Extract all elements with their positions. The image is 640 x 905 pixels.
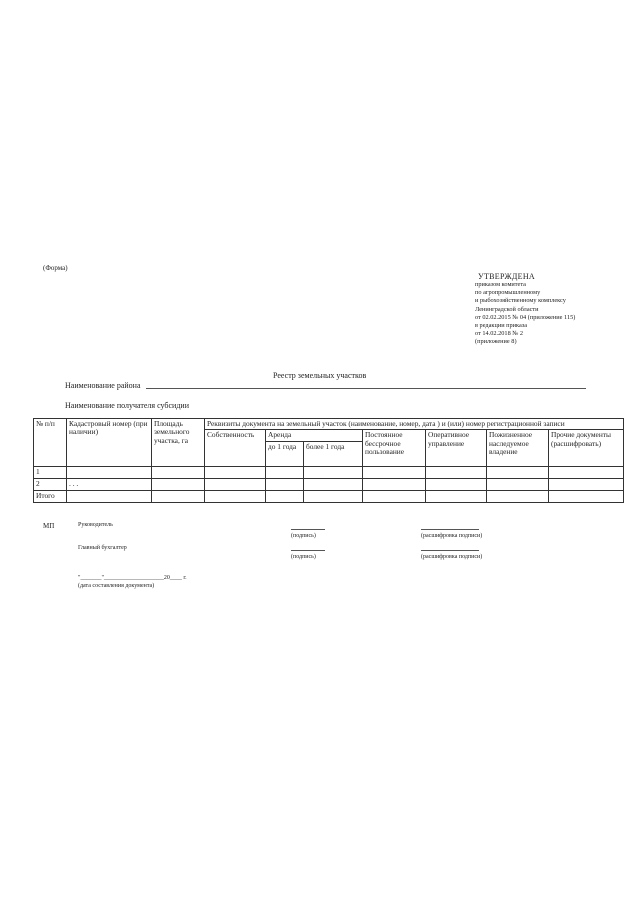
header-other: Прочие документы (расшифровать) <box>549 430 624 466</box>
accountant-signature-line <box>291 550 325 551</box>
approval-line: в редакции приказа <box>475 322 528 330</box>
stamp-label: МП <box>43 522 55 530</box>
accountant-decode-line <box>421 550 479 551</box>
head-signature-caption: (подпись) <box>291 533 316 539</box>
head-signature-line <box>291 529 325 530</box>
header-area: Площадь земельного участка, га <box>152 419 205 467</box>
header-lease-short: до 1 года <box>266 441 304 466</box>
header-permanent-use: Постоянное бессрочное пользование <box>363 430 426 466</box>
approval-line: и рыбохозяйственному комплексу <box>475 297 566 305</box>
head-decode-line <box>421 529 479 530</box>
row-num: 1 <box>34 466 67 478</box>
header-requisites: Реквизиты документа на земельный участок (наименование, номер, дата ) и (или) номер регистрационной записи <box>205 419 624 430</box>
row-cadastral <box>67 490 152 502</box>
district-label: Наименование района <box>65 381 141 390</box>
header-operational: Оперативное управление <box>426 430 487 466</box>
approval-line: приказом комитета <box>475 281 526 288</box>
approval-block <box>475 272 575 347</box>
table-row <box>34 490 624 502</box>
land-register-table <box>33 418 624 503</box>
recipient-label: Наименование получателя субсидии <box>65 401 189 410</box>
approval-line: по агропромышленному <box>475 289 541 297</box>
header-lease: Аренда <box>266 430 363 441</box>
table-row <box>34 478 624 490</box>
row-cadastral: . . . <box>67 478 152 490</box>
date-line: "_______"____________________20____ г. <box>78 575 187 581</box>
approval-line: Ленинградской области <box>475 305 539 313</box>
form-label: (Форма) <box>43 264 68 272</box>
district-fill-line <box>146 388 586 389</box>
table-row <box>34 466 624 478</box>
date-caption: (дата составления документа) <box>78 583 155 589</box>
header-lease-long: более 1 года <box>304 441 363 466</box>
row-cadastral <box>67 466 152 478</box>
accountant-decode-caption: (расшифровка подписи) <box>421 554 483 560</box>
accountant-label: Главный бухгалтер <box>78 545 127 551</box>
header-lifetime: Пожизненное наследуемое владение <box>487 430 549 466</box>
header-ownership: Собственность <box>205 430 266 466</box>
head-label: Руководитель <box>78 522 113 528</box>
approval-heading: УТВЕРЖДЕНА <box>478 272 536 281</box>
approval-line: от 14.02.2018 № 2 <box>475 330 524 338</box>
row-total-label: Итого <box>34 490 67 502</box>
head-decode-caption: (расшифровка подписи) <box>421 533 483 539</box>
row-num: 2 <box>34 478 67 490</box>
document-title: Реестр земельных участков <box>273 371 367 380</box>
approval-line: (приложение 8) <box>475 338 517 346</box>
approval-line: от 02.02.2015 № 04 (приложение 115) <box>475 313 576 321</box>
accountant-signature-caption: (подпись) <box>291 554 316 560</box>
header-num: № п/п <box>34 419 67 467</box>
header-cadastral: Кадастровый номер (при наличии) <box>67 419 152 467</box>
